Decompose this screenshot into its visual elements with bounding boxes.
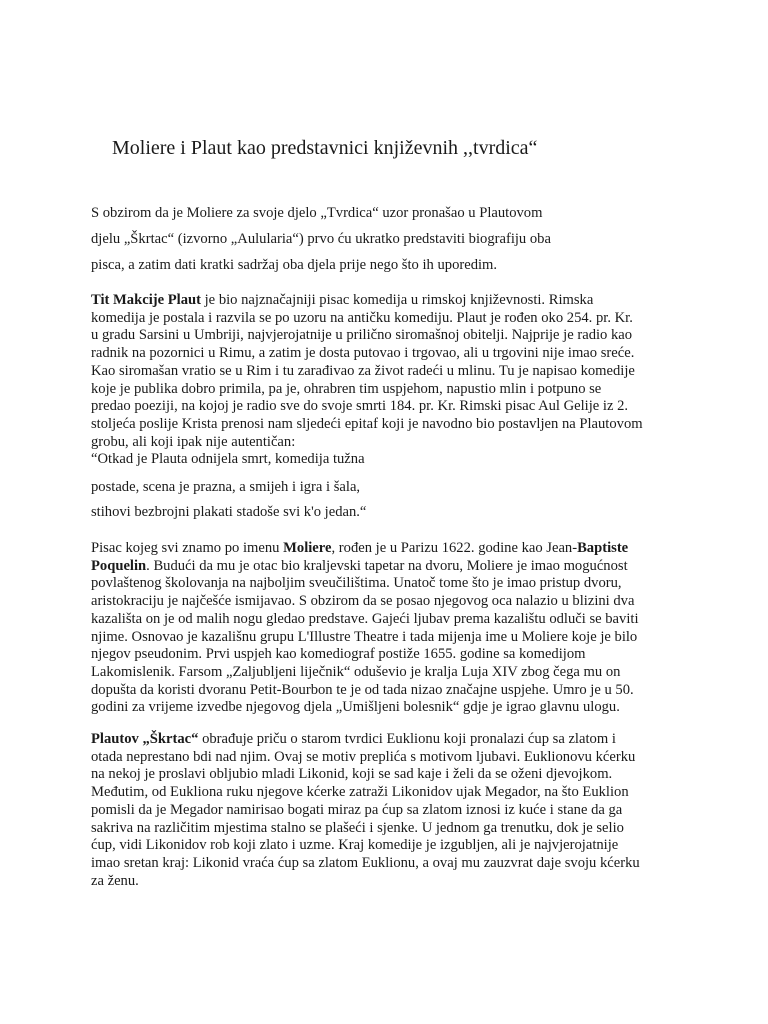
paragraph-line: Lakomislenik. Farsom „Zaljubljeni liječnik“ oduševio je kralja Luja XIV zbog čega mu on	[91, 663, 621, 680]
epitaph-verse	[91, 475, 366, 525]
paragraph-line: pomisli da je Megador namirisao bogati miraz pa ćup sa zlatom iznosi iz kuće i stane da ga	[91, 801, 623, 818]
verse-line: stihovi bezbrojni plakati stadoše svi k'o jedan.“	[91, 504, 367, 520]
paragraph-line: za ženu.	[91, 872, 139, 889]
paragraph-line: Kao siromašan vratio se u Rim i tu zarađivao za život radeći u mlinu. Tu je napisao komedije	[91, 362, 635, 379]
paragraph-line: radnik na pozornici u Rimu, a zatim je dosta putovao i trgovao, ali u trgovini nije imao sreće.	[91, 345, 635, 362]
paragraph-text: Pisac kojeg svi znamo po imenu	[91, 540, 284, 556]
paragraph-line: povlaštenog školovanja na najboljim sveučilištima. Unatoč tome što je imao pristup dvoru,	[91, 575, 622, 592]
paragraph-line: grobu, ali koji ipak nije autentičan:	[91, 433, 296, 450]
paragraph-text: . Budući da mu je otac bio kraljevski tapetar na dvoru, Moliere je imao mogućnost	[146, 557, 628, 574]
paragraph-text: , rođen je u Parizu 1622. godine kao Jean-	[331, 540, 578, 556]
paragraph-line: Međutim, od Euklionа ruku njegove kćerke zatraži Likonidov ujak Megador, na što Euklion	[91, 784, 629, 801]
document-title: Moliere i Plaut kao predstavnici književnih ,,tvrdica“	[112, 137, 538, 159]
paragraph-line: ćup, vidi Likonidov rob koji zlato i uzme. Kraj komedije je izgubljen, ali je najvjerojatnije	[91, 837, 619, 854]
paragraph-line	[91, 558, 691, 576]
paragraph-line: godini za vrijeme izvedbe njegovog djela „Umišljeni bolesnik“ gdje je igrao glavnu ulogu.	[91, 699, 620, 716]
intro-line: pisca, a zatim dati kratki sadržaj oba djela prije nego što ih uporedim.	[91, 257, 498, 273]
baptiste-name: Baptiste	[577, 540, 629, 556]
paragraph-line: njime. Osnovao je kazališnu grupu L'Illustre Theatre i tada mijenja ime u Moliere koje je bilo	[91, 628, 638, 645]
plaut-biography-paragraph	[91, 292, 691, 469]
paragraph-line: dopušta da koristi dvoranu Petit-Bourbon te je od tada nizao značajne uspjehe. Umro je u 50.	[91, 681, 634, 698]
intro-line: S obzirom da je Moliere za svoje djelo „Tvrdica“ uzor pronašao u Plautovom	[91, 205, 543, 221]
epitaph-first-line: “Otkad je Plauta odnijela smrt, komedija tužna	[91, 451, 365, 468]
skrtac-summary-paragraph	[91, 731, 691, 890]
paragraph-line: komedija je postala i razvila se po uzoru na antičku komediju. Plaut je rođen oko 254. pr. Kr.	[91, 309, 633, 326]
intro-paragraph	[91, 200, 691, 278]
paragraph-line	[91, 731, 691, 749]
paragraph-line: njegov pseudonim. Prvi uspjeh kao komediograf postiže 1655. godine sa komedijom	[91, 646, 586, 663]
paragraph-line: otada neprestano bdi nad njim. Ovaj se motiv preplića s motivom ljubavi. Euklionovu kćerku	[91, 748, 636, 765]
skrtac-title: Plautov „Škrtac“	[91, 731, 199, 747]
paragraph-text: je bio najznačajniji pisac komedija u rimskoj književnosti. Rimska	[200, 292, 594, 308]
paragraph-line: na nekoj je proslavi obljubio mladi Likonid, koji se sad kaje i želi da se oženi djevojkom.	[91, 766, 613, 783]
paragraph-line: stoljeća poslije Krista prenosi nam sljedeći epitaf koji je navodno bio postavljen na Plautovom	[91, 415, 643, 432]
paragraph-text: obrađuje priču o starom tvrdici Euklionu koji pronalazi ćup sa zlatom i	[198, 731, 616, 747]
plaut-name: Tit Makcije Plaut	[91, 292, 201, 308]
paragraph-line: predao poeziji, na kojoj je radio sve do svoje smrti 184. pr. Kr. Rimski pisac Aul Gelije iz 2.	[91, 398, 629, 415]
paragraph-line: aristokraciju je najčešće ismijavao. S obzirom da se posao njegovog oca nalazio u blizini dva	[91, 593, 635, 610]
paragraph-line	[91, 540, 691, 558]
paragraph-line: koje je publika dobro primila, pa je, ohrabren tim uspjehom, napustio mlin i potpuno se	[91, 380, 602, 397]
paragraph-line: kazališta on je od malih nogu gledao predstave. Gajeći ljubav prema kazalištu odluči se baviti	[91, 610, 639, 627]
paragraph-line: u gradu Sarsini u Umbriji, najvjerojatnije u prilično siromašnoj obitelji. Najprije je radio kao	[91, 327, 633, 344]
moliere-biography-paragraph	[91, 540, 691, 717]
moliere-name: Moliere	[283, 540, 332, 556]
paragraph-line: imao sretan kraj: Likonid vraća ćup sa zlatom Euklionu, a ovaj mu zauzvrat daje svoju kćerku	[91, 854, 640, 871]
verse-line: postade, scena je prazna, a smijeh i igra i šala,	[91, 479, 361, 495]
paragraph-line: sakriva na različitim mjestima stalno se plašeći i sjenke. U jednom ga trenutku, dok je selio	[91, 819, 624, 836]
intro-line: djelu „Škrtac“ (izvorno „Aulularia“) prvo ću ukratko predstaviti biografiju oba	[91, 231, 551, 247]
poquelin-name: Poquelin	[91, 557, 147, 574]
paragraph-line	[91, 292, 691, 310]
